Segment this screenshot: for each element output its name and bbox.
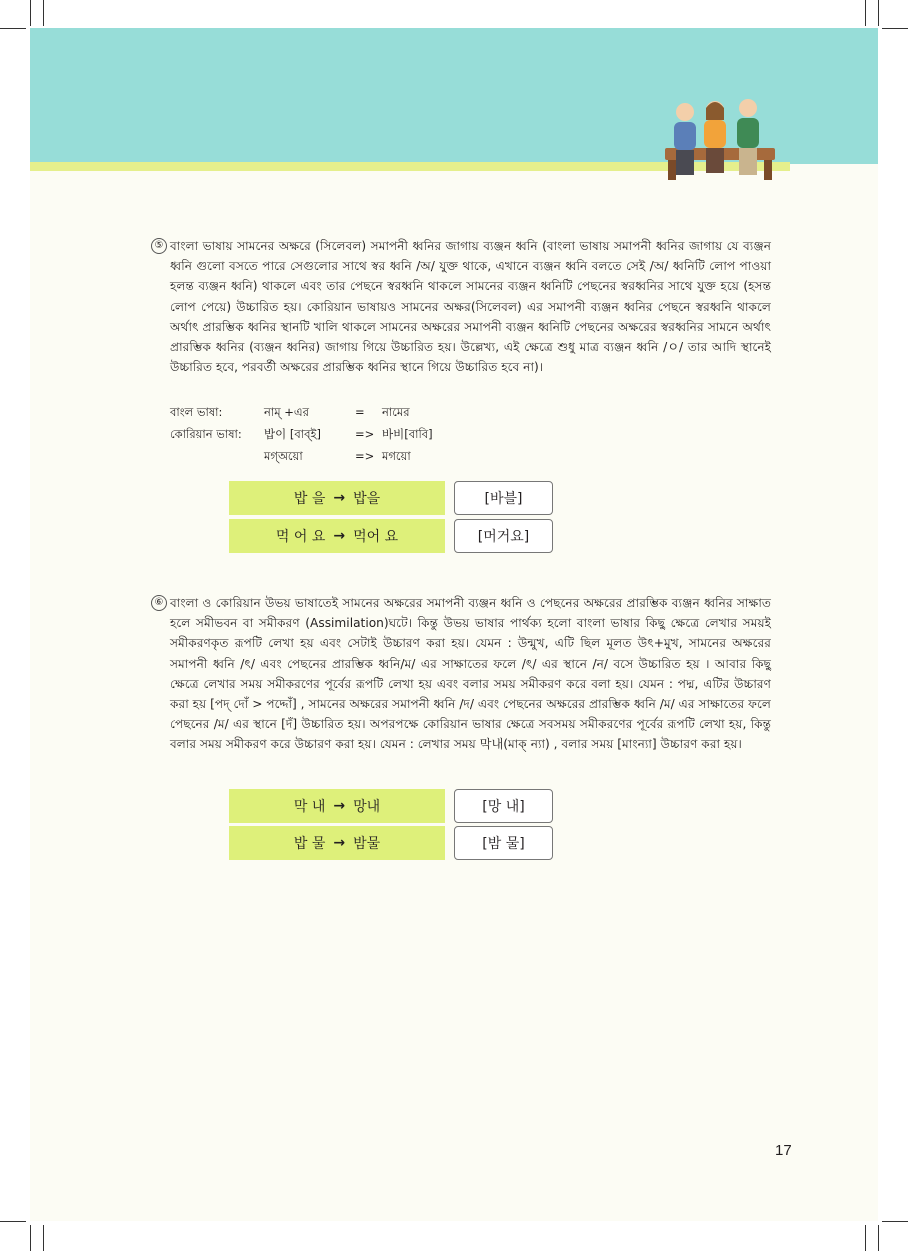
assimilation-to: 망내 [353,799,381,815]
assimilation-from: 막 내 [293,799,326,815]
assimilation-from: 밥 물 [293,836,326,852]
assimilation-example-box [229,789,445,823]
crop-mark [878,1225,879,1251]
crop-mark [0,1221,26,1222]
section-6-text: বাংলা ও কোরিয়ান উভয় ভাষাতেই সামনের অক্ষরের সমাপনী ব্যঞ্জন ধ্বনি ও পেছনের অক্ষরের প্রারম্ভিক ব্যঞ্জন ধ্বনির সাক্ষাত হলে সমীভবন বা সমীকরণ (Assimilation)ঘটে। কিন্তু উভয় ভাষার পার্থক্য হলো বাংলা ভাষার কিছু ক্ষেত্রে লেখার সময়ই সমীকরণকৃত রূপটি লেখা হয় এবং সেটাই উচ্চারণ করা হয়। যেমন : উন্মুখ, এটি ছিল মূলত উৎ+মুখ, সামনের অক্ষরের সমাপনী ধ্বনি /ৎ/ এবং পেছনের প্রারম্ভিক ধ্বনি/ম/ এর সাক্ষাতের ফলে /ৎ/ এর স্থানে /ন/ বসে উচ্চারিত হয় । আবার কিছু ক্ষেত্রে লেখার সময় সমীকরণের পূর্বের রূপটি লেখা হয় এবং বলার সময় সমীকরণ করে বলা হয়। যেমন : পদ্ম, এটির উচ্চারণ করা হয় [পদ্ দোঁ > পদ্দোঁ] , সামনের অক্ষরের সমাপনী ধ্বনি /দ/ এবং পেছনের অক্ষরের প্রারম্ভিক ধ্বনি /ম/ এর সাক্ষাতের ফলে পেছনের /ম/ এর স্থানে [দঁ] উচ্চারিত হয়। অপরপক্ষে কোরিয়ান ভাষার ক্ষেত্রে সবসময় সমীকরণের পূর্বের রূপটি লেখা হয়, কিন্তু বলার সময় সমীকরণ করে উচ্চারণ করা হয়। যেমন : লেখার সময় 막내(মাক্ ন্যা) , বলার সময় [মাংন্যা] উচ্চারণ করা হয়। [170,596,771,752]
section-5-paragraph [151,236,771,377]
arrow-icon: → [333,528,346,544]
section-5-number: ⑤ [151,238,167,254]
arrow-icon: → [333,490,346,506]
people-on-bench-illustration [660,90,780,185]
pronunciation-box: [바블] [454,481,553,515]
assimilation-example-box [229,826,445,860]
example-result: নামের [382,405,410,419]
page-number: 17 [775,1142,792,1159]
crop-mark [43,1225,44,1251]
crop-mark [882,28,908,29]
example-word: 밥이 [বাব্ই] [264,427,321,441]
crop-mark [30,1225,31,1251]
crop-mark [30,0,31,26]
section-5-text: বাংলা ভাষায় সামনের অক্ষরে (সিলেবল) সমাপনী ধ্বনির জাগায় ব্যঞ্জন ধ্বনি (বাংলা ভাষায় সমাপনী ধ্বনির জাগায় যে ব্যঞ্জন ধ্বনি গুলো বসতে পারে সেগুলোর সাথে স্বর ধ্বনি /অ/ যুক্ত থাকে, এখানে ব্যঞ্জন ধ্বনি বলতে সেই /অ/ ধ্বনিটি লোপ পাওয়া হলন্ত ব্যঞ্জন ধ্বনি) থাকলে এবং তার পেছনে স্বরধ্বনি থাকলে সামনের ব্যঞ্জন ধ্বনিটি পেছনের স্বরধ্বনির সাথে যুক্ত হয়ে (হসন্ত লোপ পেয়ে) উচ্চারিত হয়। কোরিয়ান ভাষায়ও সামনের অক্ষর(সিলেবল) এর সমাপনী ব্যঞ্জন ধ্বনির পেছনে স্বরধ্বনি থাকলে অর্থাৎ প্রারম্ভিক ধ্বনির স্থানটি খালি থাকলে সামনের অক্ষরের সমাপনী ব্যঞ্জন ধ্বনিটি পেছনের অক্ষরের স্বরধ্বনির সামনে অর্থাৎ প্রারম্ভিক ধ্বনির (ব্যঞ্জন ধ্বনির) জাগায় গিয়ে উচ্চারিত হয়। উল্লেখ্য, এই ক্ষেত্রে শুধু মাত্র ব্যঞ্জন ধ্বনি /ㅇ/ তার আদি স্থানেই উচ্চারিত হবে, পরবর্তী অক্ষরের প্রারম্ভিক ধ্বনির স্থানে গিয়ে উচ্চারিত হবে না)। [170,239,771,375]
linking-to: 밥을 [353,491,381,507]
example-label: বাংল ভাষা: [170,405,223,419]
crop-mark [865,1225,866,1251]
crop-mark [882,1221,908,1222]
section-6-paragraph [151,593,771,755]
linking-example-box [229,519,445,553]
arrow-icon: → [333,835,346,851]
section-6-number: ⑥ [151,595,167,611]
linking-from: 밥 을 [293,491,326,507]
example-op: => [355,427,375,441]
crop-mark [0,28,26,29]
pronunciation-box: [머거요] [454,519,553,553]
example-label: কোরিয়ান ভাষা: [170,427,242,441]
linking-from: 먹 어 요 [275,529,326,545]
crop-mark [878,0,879,26]
crop-mark [43,0,44,26]
example-word: নাম্ +এর [264,405,309,419]
example-result: মগয়ো [382,449,411,463]
example-op: => [355,449,375,463]
example-word: মগ্‌অয়ো [264,449,303,463]
example-op: = [355,405,365,419]
pronunciation-box: [밤 물] [454,826,553,860]
crop-mark [865,0,866,26]
assimilation-to: 밤물 [353,836,381,852]
arrow-icon: → [333,798,346,814]
linking-to: 먹어 요 [353,529,399,545]
example-result: 바비[বাবি] [382,427,433,441]
linking-example-box [229,481,445,515]
pronunciation-box: [망 내] [454,789,553,823]
